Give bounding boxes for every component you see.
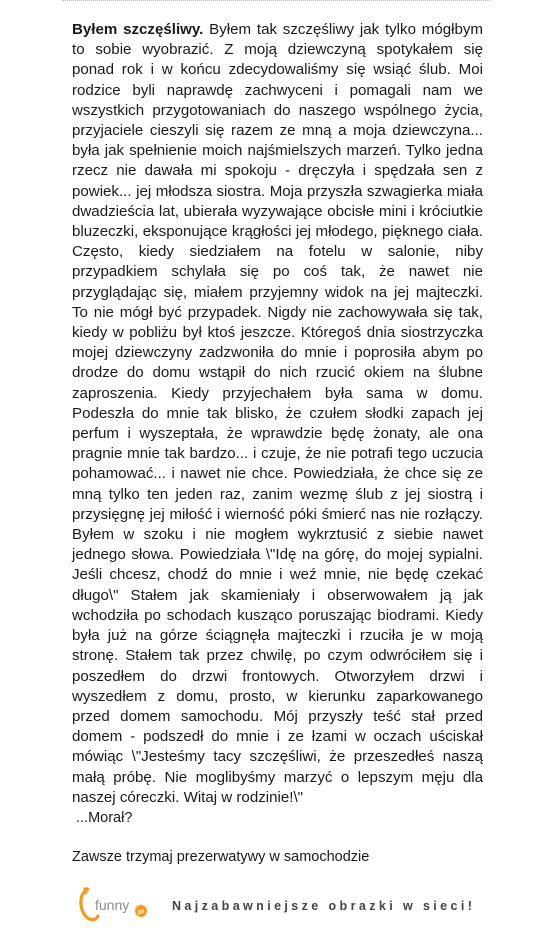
story-text xyxy=(72,20,483,808)
top-divider xyxy=(62,0,490,1)
funny-logo-badge: pl xyxy=(138,908,144,916)
funny-logo-icon xyxy=(78,885,158,925)
site-tagline: Najzabawniejsze obrazki w sieci! xyxy=(172,899,476,913)
story-body: Byłem tak szczęśliwy jak tylko mógłbym to sobie wyobrazić. Z moją dziewczyną spotykałem się ponad rok i w końcu zdecydowaliśmy się wsiąć ślub. Moi rodzice byli naprawdę zachwyceni i pomagali nam we wszystkich przygotowaniach do naszego wspólnego życia, przyjaciele cieszyli się razem ze mną a moja dziewczyna... była jak spełnienie moich najśmielszych marzeń. Tylko jedna rzecz nie dawała mi spokoju - dręczyła i spędzała sen z powiek... jej młodsza siostra. Moja przyszła szwagierka miała dwadzieścia lat, ubierała wyzywające obcisłe mini i króciutkie bluzeczki, eksponujące krągłości jej młodego, pięknego ciała. Często, kiedy siedziałem na fotelu w salonie, niby przypadkiem schylała się po coś tak, że nawet nie przyglądając się, miałem przyjemny widok na jej majteczki. To nie mógł być przypadek. Nigdy nie zachowywała się tak, kiedy w pobliżu był ktoś jeszcze. Któregoś dnia siostrzyczka mojej dziewczyny zadzwoniła do mnie i poprosiła abym po drodze do domu wstąpił do nich rzucić okiem na ślubne zaproszenia. Kiedy przyjechałem była sama w domu. Podeszła do mnie tak blisko, że czułem słodki zapach jej perfum i wyszeptała, że wprawdzie będę żonaty, ale ona pragnie mnie tak bardzo... i czuje, że nie potrafi tego uczucia pohamować... i nawet nie chce. Powiedziała, że chce się ze mną tylko ten jeden raz, zanim wezmę ślub z jej siostrą i przysięgnę jej miłość i wierność póki śmierć nas nie rozłączy. Byłem w szoku i nie mogłem wykrztusić z siebie nawet jednego słowa. Powiedziała \"Idę na górę, do mojej sypialni. Jeśli chcesz, chodź do mnie i weź mnie, nie będę czekać długo\" Stałem jak skamieniały i obserwowałem ją jak wchodziła po schodach kusząco poruszając biodrami. Kiedy była już na górze ściągnęła majteczki i rzuciła je w moją stronę. Stałem tak przez chwilę, po czym odwróciłem się i poszedłem do drzwi frontowych. Otworzyłem drzwi i wyszedłem z domu, prosto, w kierunku zaparkowanego przed domem samochodu. Mój przyszły teść stał przed domem - podszedł do mnie i ze łzami w oczach uściskał mówiąc \"Jesteśmy tacy szczęśliwi, że przeszedłeś naszą małą próbę. Nie moglibyśmy marzyć o lepszym męju dla naszej córeczki. Witaj w rodzinie!\" xyxy=(72,21,483,806)
funny-logo-wordmark: funny xyxy=(95,897,130,913)
footer xyxy=(78,885,498,927)
story-lead-in: Byłem szczęśliwy. xyxy=(72,21,204,38)
moral-text: Zawsze trzymaj prezerwatywy w samochodzie xyxy=(72,849,370,865)
moral-label: ...Morał? xyxy=(76,810,133,826)
